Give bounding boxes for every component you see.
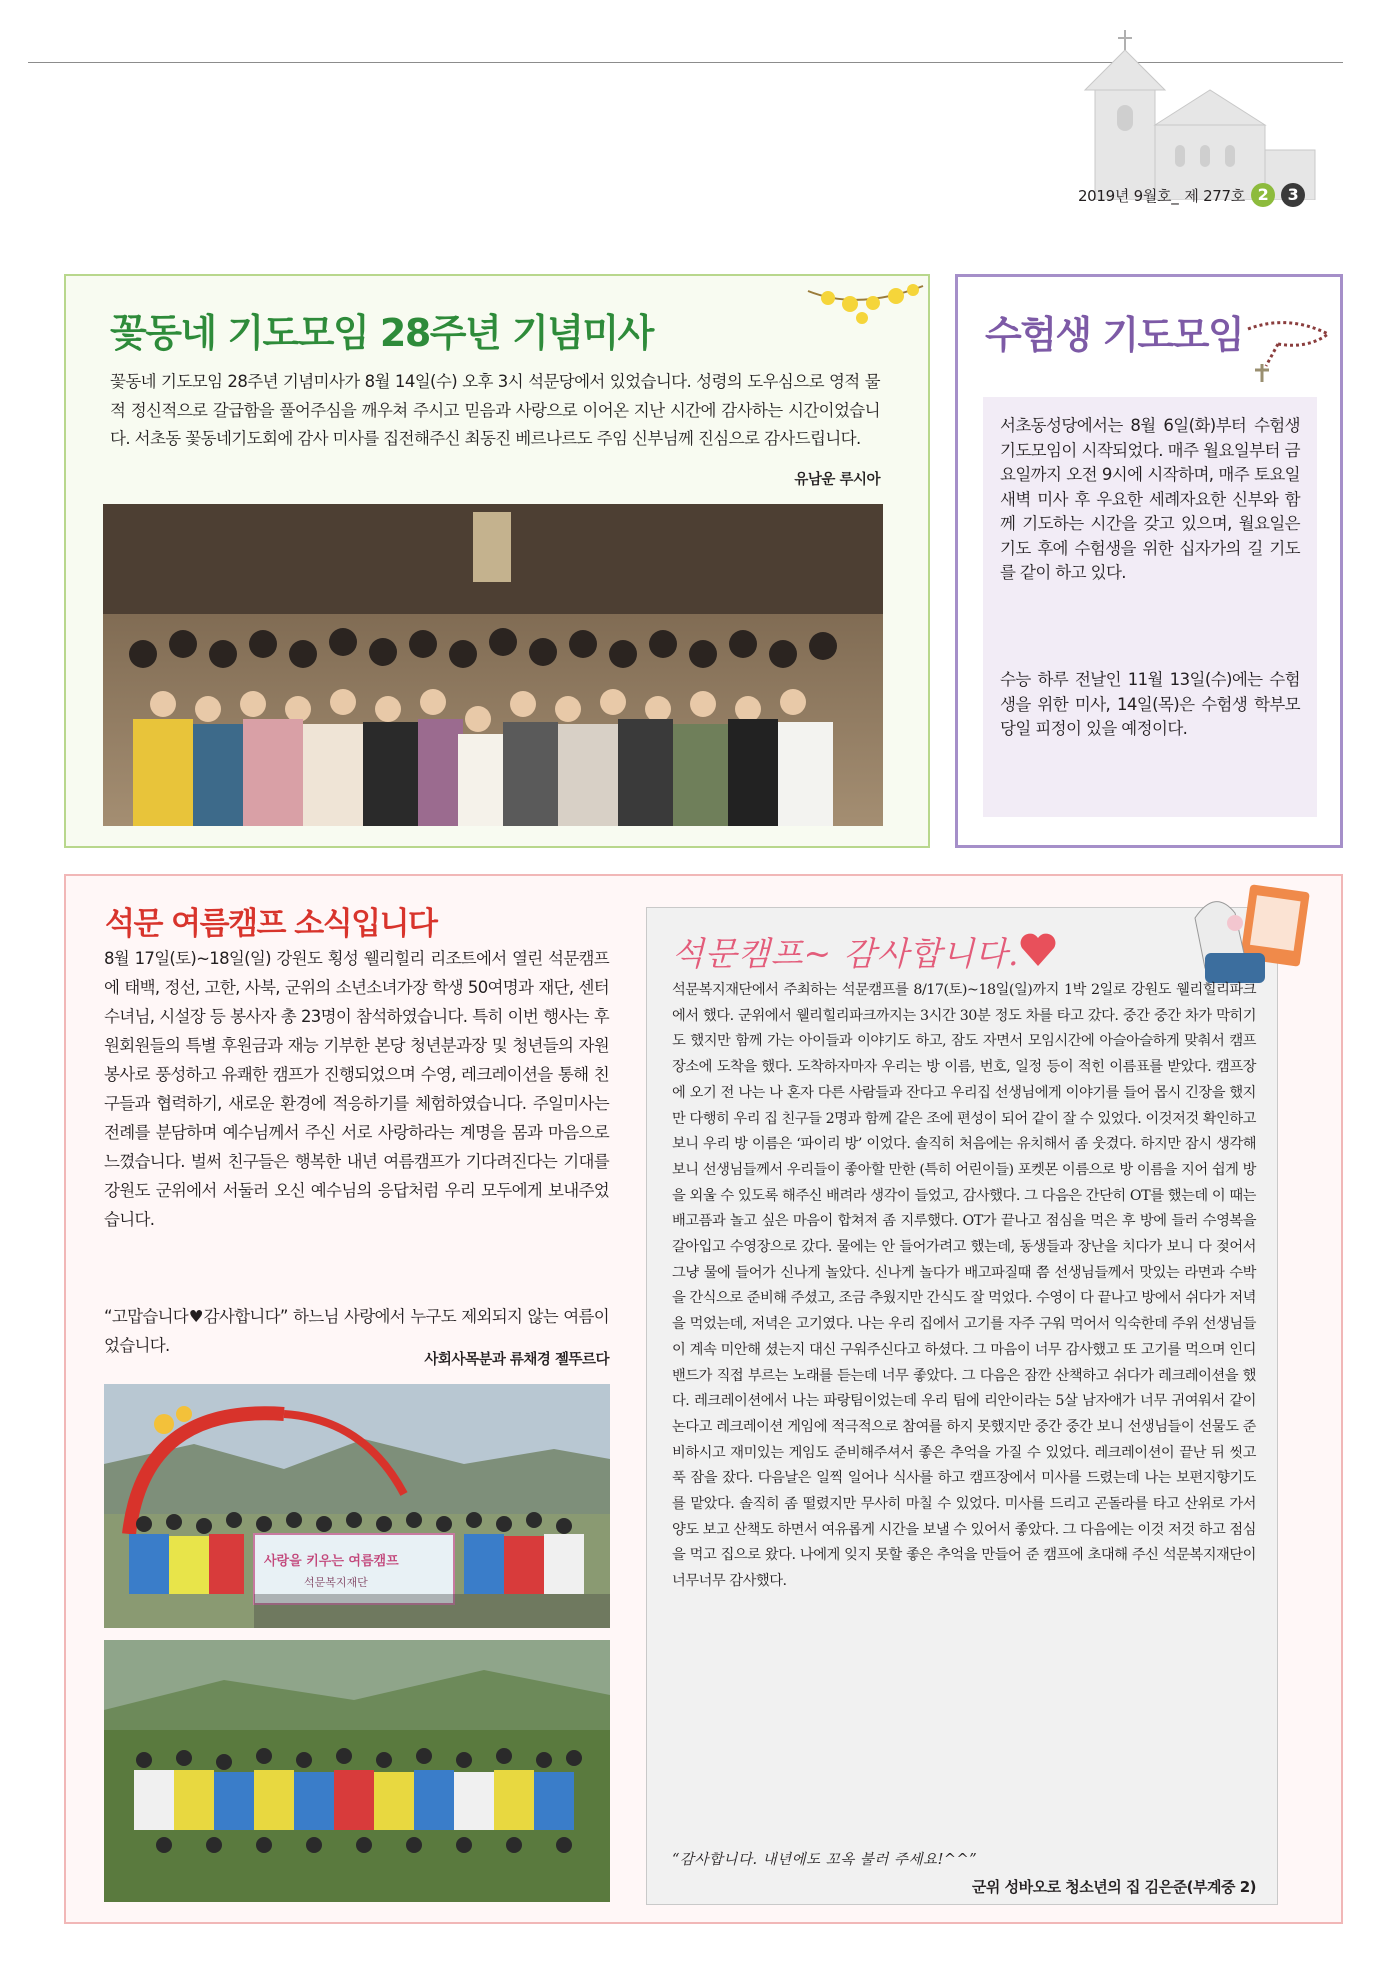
camp-photo-hillside xyxy=(104,1640,610,1902)
issue-date: 2019년 9월호_ xyxy=(1077,186,1179,205)
camp-banner-sub: 석문복지재단 xyxy=(304,1576,368,1589)
heart-icon xyxy=(1018,930,1058,970)
rosary-icon xyxy=(1238,314,1338,384)
exam-prayer-para2: 수능 하루 전날인 11월 13일(수)에는 수험생을 위한 미사, 14일(목)은 수험생 학부모 당일 피정이 있을 예정이다. xyxy=(1000,670,1300,738)
page-number-right: 3 xyxy=(1281,183,1305,207)
anniversary-group-photo xyxy=(103,504,883,826)
camp-supplies-icon xyxy=(1175,878,1315,990)
forsythia-icon xyxy=(798,276,928,346)
exam-prayer-para1: 서초동성당에서는 8월 6일(화)부터 수험생 기도모임이 시작되었다. 매주 월요일부터 금요일까지 오전 9시에 시작하며, 매주 토요일 새벽 미사 후 우요한 세례자요한 신부와 함께 기도하는 시간을 갖고 있으며, 월요일은 기도 후에 수험생을 위한 십자가의 길 기도를 같이 하고 있다. xyxy=(1000,416,1300,582)
camp-banner-text: 사랑을 키우는 여름캠프 xyxy=(264,1554,399,1569)
anniversary-author: 유남운 루시아 xyxy=(794,472,880,488)
exam-prayer-title: 수험생 기도모임 xyxy=(985,313,1244,357)
issue-number: 제 277호 xyxy=(1184,186,1245,205)
thanks-letter-closing: “감사합니다. 내년에도 꼬옥 불러 주세요!^^” xyxy=(672,1852,978,1868)
summer-camp-author: 사회사목분과 류채경 젤뚜르다 xyxy=(424,1352,609,1368)
thanks-letter-body: 석문복지재단에서 주최하는 석문캠프를 8/17(토)~18일(일)까지 1박 2일로 강원도 웰리힐리파크에서 했다. 군위에서 웰리힐리파크까지는 3시간 30분 정도 차를 타고 갔다. 중간 중간 차가 막히기도 했지만 함께 가는 아이들과 이야기도 하고, 잠도 자면서 모임시간에 아슬아슬하게 맞춰서 캠프 장소에 도착을 했다. 도착하자마자 우리는 방 이름, 번호, 일정 등이 적힌 이름표를 받았다. 캠프장에 오기 전 나는 나 혼자 다른 사람들과 잔다고 우리집 선생님에게 이야기를 들어 몹시 긴장을 했지만 다행히 우리 집 친구들 2명과 함께 같은 조에 편성이 되어 같이 잘 수 있었다. 이것저것 확인하고 보니 우리 방 이름은 ‘파이리 방’ 이었다. 솔직히 처음에는 유치해서 좀 웃겼다. 하지만 잠시 생각해보니 선생님들께서 우리들이 좋아할 만한 (특히 어린이들) 포켓몬 이름으로 방 이름을 지어 쉽게 방을 외울 수 있도록 해주신 배려라 생각이 들었고, 감사했다. 그 다음은 간단히 OT를 했는데 이 때는 배고픔과 놀고 싶은 마음이 합쳐져 좀 지루했다. OT가 끝나고 점심을 먹은 후 방에 들러 수영복을 갈아입고 수영장으로 갔다. 물에는 안 들어가려고 했는데, 동생들과 장난을 치다가 보니 다 젖어서 그냥 물에 들어가 신나게 놀았다. 신나게 놀다가 배고파질때 쯤 선생님들께서 맛있는 라면과 수박을 간식으로 준비해 주셨고, 조금 추웠지만 간식도 잘 먹었다. 수영이 다 끝나고 방에서 쉬다가 저녁을 먹었는데, 저녁은 고기였다. 나는 우리 집에서 고기를 자주 구워 먹어서 익숙한데 주위 선생님들이 계속 미안해 셨는지 대신 구워주신다고 하셨다. 그 마음이 너무 감사했고 또 고기를 먹으며 인디밴드가 직접 부르는 노래를 듣는데 너무 좋았다. 그 다음은 잠깐 산책하고 쉬다가 레크레이션을 했다. 레크레이션에서 나는 파랑팀이었는데 우리 팀에 리안이라는 5살 남자애가 너무 귀여워서 같이 논다고 레크레이션 게임에 적극적으로 참여를 하지 못했지만 중간 중간 보니 선생님들이 선물도 준비하시고 재미있는 게임도 준비해주셔서 좋은 추억을 가질 수 있었다. 레크레이션이 끝난 뒤 씻고 푹 잠을 잤다. 다음날은 일찍 일어나 식사를 하고 캠프장에서 미사를 드렸는데 나는 보편지향기도를 맡았다. 솔직히 좀 떨렸지만 무사히 마칠 수 있었다. 미사를 드리고 곤돌라를 타고 산위로 가서 양도 보고 산책도 하면서 여유롭게 시간을 보낼 수 있어서 좋았다. 그 다음에는 이것 저것 하고 점심을 먹고 집으로 왔다. 나에게 잊지 못할 좋은 추억을 만들어 준 캠프에 초대해 주신 석문복지재단이 너무너무 감사했다. xyxy=(672,982,1256,1590)
summer-camp-para2: “고맙습니다♥감사합니다” 하느님 사랑에서 누구도 제외되지 않는 여름이었습니다. xyxy=(104,1307,609,1355)
thanks-letter-author: 군위 성바오로 청소년의 집 김은준(부계중 2) xyxy=(971,1878,1256,1896)
church-illustration-icon xyxy=(1025,30,1325,200)
camp-photo-banner xyxy=(104,1384,610,1628)
anniversary-body: 꽃동네 기도모임 28주년 기념미사가 8월 14일(수) 오후 3시 석문당에서 있었습니다. 성령의 도우심으로 영적 물적 정신적으로 갈급함을 풀어주심을 깨우쳐 주시고 믿음과 사랑으로 이어온 지난 시간에 감사하는 시간이었습니다. 서초동 꽃동네기도회에 감사 미사를 집전해주신 최동진 베르나르도 주임 신부님께 진심으로 감사드립니다. xyxy=(110,372,880,448)
summer-camp-title: 석문 여름캠프 소식입니다 xyxy=(105,906,437,942)
page-number-left: 2 xyxy=(1251,183,1275,207)
thanks-letter-title: 석문캠프~ 감사합니다. xyxy=(672,934,1020,973)
summer-camp-para1: 8월 17일(토)~18일(일) 강원도 횡성 웰리힐리 리조트에서 열린 석문캠프에 태백, 정선, 고한, 사북, 군위의 소년소녀가장 학생 50여명과 재단, 센터 수녀님, 시설장 등 봉사자 총 23명이 참석하였습니다. 특히 이번 행사는 후원회원들의 특별 후원금과 재능 기부한 본당 청년분과장 및 청년들의 자원봉사로 풍성하고 유쾌한 캠프가 진행되었으며 수영, 레크레이션을 통해 친구들과 협력하기, 새로운 환경에 적응하기를 체험하였습니다. 주일미사는 전례를 분담하며 예수님께서 주신 서로 사랑하라는 계명을 몸과 마음으로 느꼈습니다. 벌써 친구들은 행복한 내년 여름캠프가 기다려진다는 기대를 강원도 군위에서 서둘러 오신 예수님의 응답처럼 우리 모두에게 보내주었습니다. xyxy=(104,949,609,1229)
anniversary-title: 꽃동네 기도모임 28주년 기념미사 xyxy=(110,311,653,355)
issue-info xyxy=(1078,183,1305,207)
